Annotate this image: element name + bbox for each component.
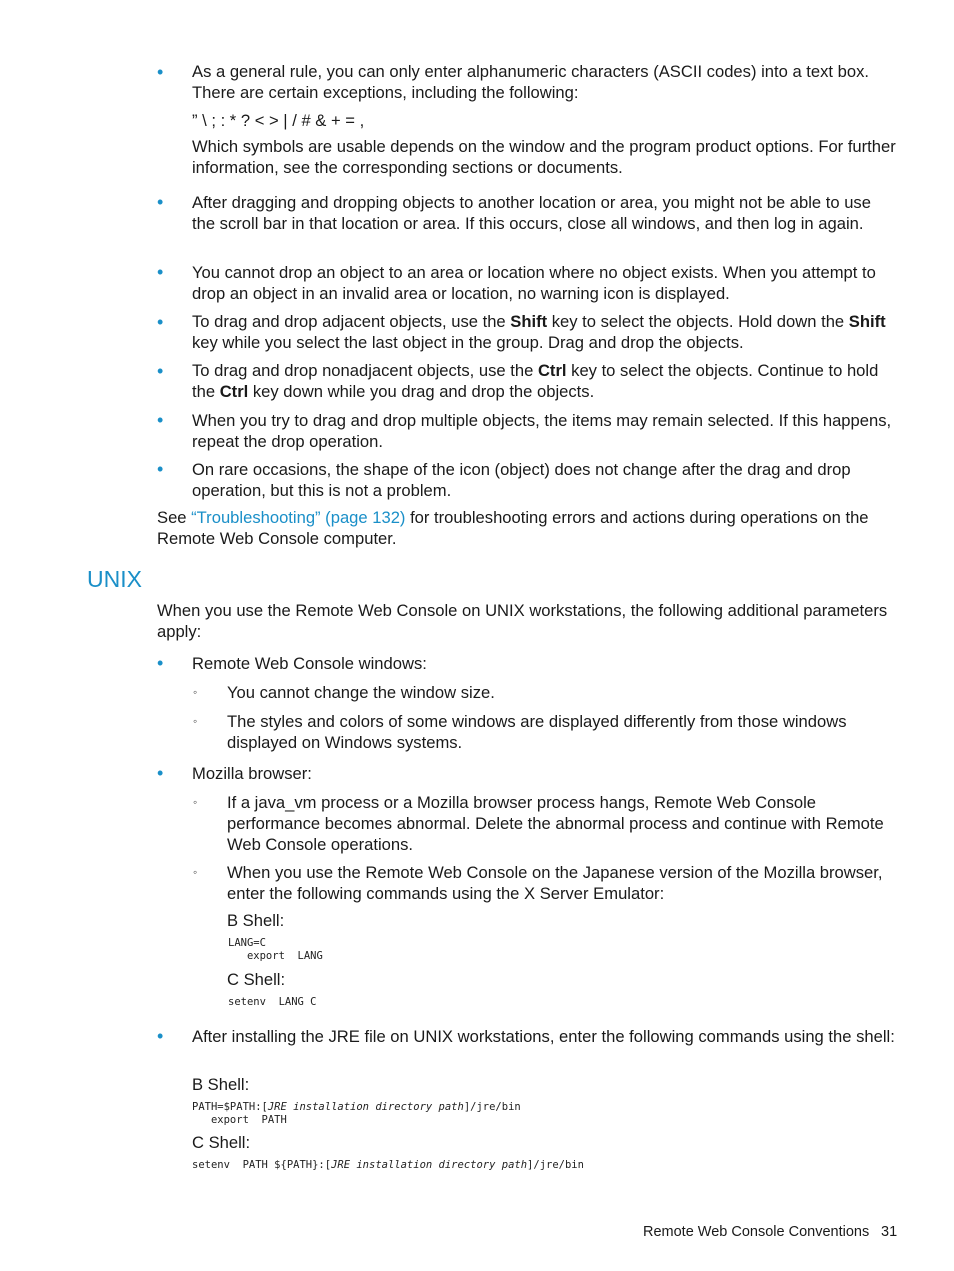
sub-bullet: ◦ [193, 714, 198, 728]
bullet-dot: • [157, 361, 164, 381]
bullet-dot: • [157, 62, 164, 82]
c-shell-code: setenv LANG C [228, 996, 317, 1008]
page-number: 31 [881, 1224, 898, 1240]
mozilla-hang-note: If a java_vm process or a Mozilla browser process hangs, Remote Web Console performance becomes abnormal. Delete the abnormal process and continue with Remote Web Console operations. [227, 793, 884, 854]
b-shell-code-line-2: export LANG [228, 950, 323, 962]
bullet-nonadjacent-objects: To drag and drop nonadjacent objects, use the Ctrl key to select the objects. Continue to hold the Ctrl key down while you drag and drop the objects. [192, 361, 879, 401]
bullet-dot: • [157, 459, 164, 479]
ctrl-key-label: Ctrl [537, 361, 567, 380]
mozilla-browser-label: Mozilla browser: [192, 764, 312, 783]
bullet-dot: • [157, 653, 164, 673]
section-heading-unix: UNIX [87, 566, 142, 592]
bullet-dot: • [157, 763, 164, 783]
bullet-ascii-rule: As a general rule, you can only enter alphanumeric characters (ASCII codes) into a text box. There are certain exceptions, including the following: [192, 62, 870, 102]
b-shell-code-line-1: LANG=C [228, 937, 266, 949]
bullet-dot: • [157, 312, 164, 332]
unix-intro: When you use the Remote Web Console on UNIX workstations, the following additional parameters apply: [157, 601, 888, 641]
bullet-icon-shape: On rare occasions, the shape of the icon (object) does not change after the drag and drop operation, but this is not a problem. [192, 460, 851, 500]
bullet-adjacent-objects: To drag and drop adjacent objects, use the Shift key to select the objects. Hold down the Shift key while you select the last object in the group. Drag and drop the objects. [192, 312, 886, 352]
sub-bullet: ◦ [193, 795, 198, 809]
rwc-window-size: You cannot change the window size. [227, 683, 495, 702]
rwc-windows-label: Remote Web Console windows: [192, 654, 427, 673]
bullet-scroll-bar: After dragging and dropping objects to another location or area, you might not be able to use the scroll bar in that location or area. If this occurs, close all windows, and then log in again. [192, 193, 871, 233]
bullet-drop-area: You cannot drop an object to an area or location where no object exists. When you attempt to drop an object in an invalid area or location, no warning icon is displayed. [192, 263, 876, 303]
footer-title: Remote Web Console Conventions [643, 1224, 870, 1240]
jre-b-shell-label: B Shell: [192, 1075, 250, 1094]
shift-key-label: Shift [510, 312, 548, 331]
shift-key-label: Shift [848, 312, 886, 331]
troubleshooting-link[interactable]: “Troubleshooting” (page 132) [191, 508, 406, 527]
jre-b-shell-code-line-1: PATH=$PATH:[JRE installation directory path]/jre/bin [192, 1101, 521, 1113]
symbol-usability-note: Which symbols are usable depends on the window and the program product options. For further information, see the corresponding sections or documents. [192, 137, 896, 177]
bullet-multiple-objects: When you try to drag and drop multiple objects, the items may remain selected. If this happens, repeat the drop operation. [192, 411, 892, 451]
mozilla-japanese-note: When you use the Remote Web Console on the Japanese version of the Mozilla browser, enter the following commands using the X Server Emulator: [227, 863, 883, 903]
jre-b-shell-code-line-2: export PATH [192, 1114, 287, 1126]
jre-c-shell-label: C Shell: [192, 1133, 251, 1152]
see-troubleshooting-paragraph: See “Troubleshooting” (page 132) for troubleshooting errors and actions during operations on the Remote Web Console computer. [157, 508, 869, 548]
symbol-list: ” \ ; : * ? < > | / # & + = , [192, 111, 365, 130]
bullet-dot: • [157, 410, 164, 430]
b-shell-label: B Shell: [227, 911, 285, 930]
sub-bullet: ◦ [193, 685, 198, 699]
bullet-dot: • [157, 262, 164, 282]
bullet-dot: • [157, 192, 164, 212]
jre-install-note: After installing the JRE file on UNIX workstations, enter the following commands using the shell: [192, 1027, 895, 1046]
ctrl-key-label: Ctrl [219, 382, 249, 401]
jre-c-shell-code: setenv PATH ${PATH}:[JRE installation directory path]/jre/bin [192, 1159, 584, 1171]
bullet-dot: • [157, 1026, 164, 1046]
rwc-window-styles: The styles and colors of some windows are displayed differently from those windows displayed on Windows systems. [227, 712, 847, 752]
c-shell-label: C Shell: [227, 970, 286, 989]
sub-bullet: ◦ [193, 865, 198, 879]
